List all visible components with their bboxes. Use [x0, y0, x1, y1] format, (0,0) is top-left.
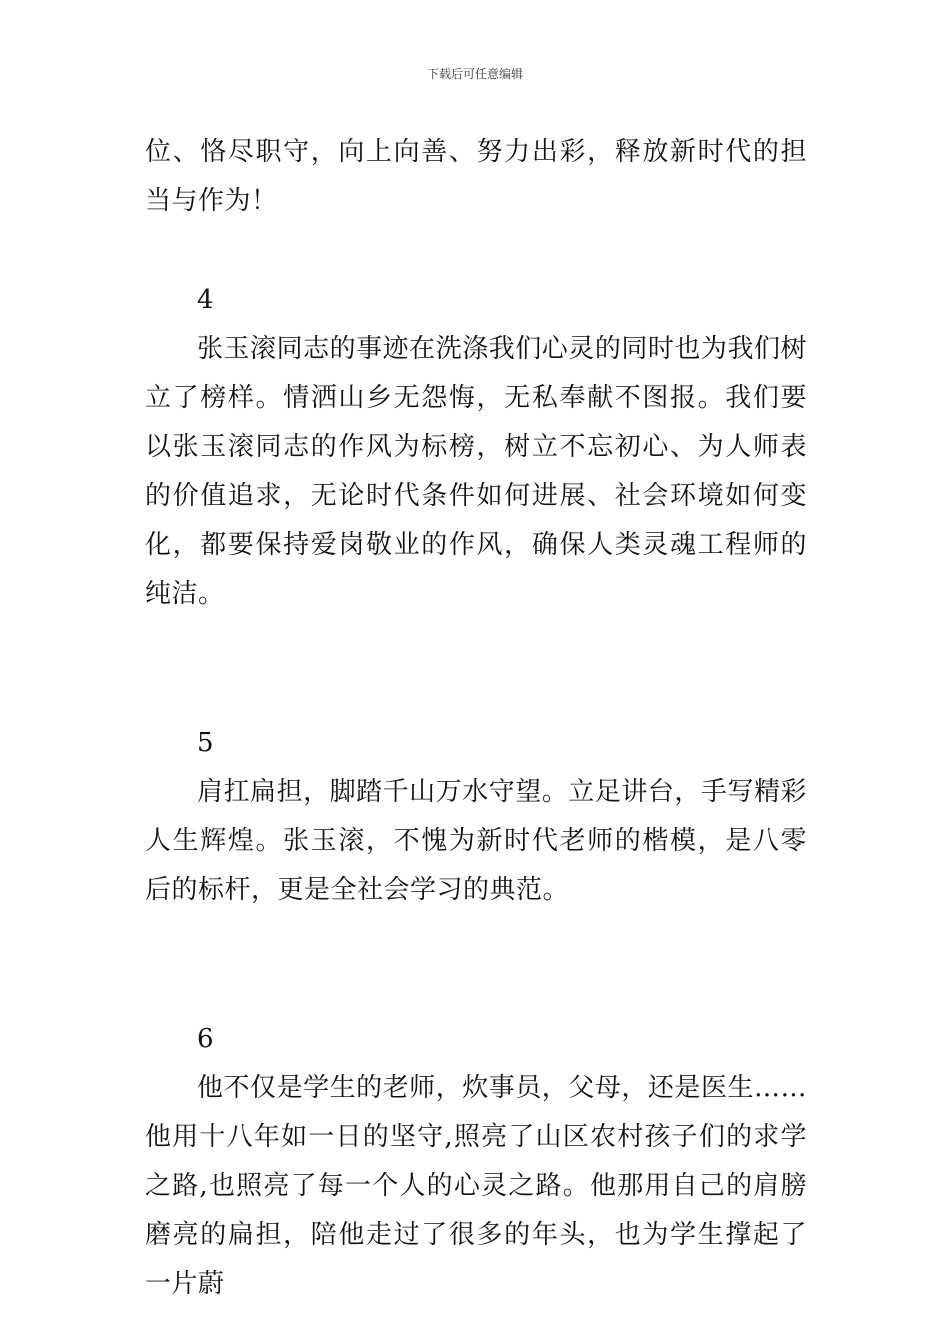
- page-header: 下载后可任意编辑: [426, 67, 523, 81]
- paragraph-continued: 位、恪尽职守，向上向善、努力出彩，释放新时代的担当与作为！: [145, 137, 807, 216]
- section-number-6: 6: [197, 1024, 215, 1054]
- spacer: [145, 619, 807, 719]
- section-number-4: 4: [197, 285, 215, 315]
- paragraph-5: 肩扛扁担，脚踏千山万水守望。立足讲台，手写精彩人生辉煌。张玉滚，不愧为新时代老师的楷模，是八零后的标杆，更是全社会学习的典范。: [145, 777, 807, 905]
- paragraph-4: 张玉滚同志的事迹在洗涤我们心灵的同时也为我们树立了榜样。情洒山乡无怨悔，无私奉献不图报。我们要以张玉滚同志的作风为标榜，树立不忘初心、为人师表的价值追求，无论时代条件如何进展、社会环境如何变化，都要保持爱岗敬业的作风，确保人类灵魂工程师的纯洁。: [145, 334, 807, 609]
- spacer: [145, 226, 807, 276]
- paragraph-6: 他不仅是学生的老师，炊事员，父母，还是医生……他用十八年如一日的坚守,照亮了山区农村孩子们的求学之路,也照亮了每一个人的心灵之路。他那用自己的肩膀磨亮的扁担，陪他走过了很多的年头，也为学生撑起了一片蔚: [145, 1073, 807, 1299]
- spacer: [145, 915, 807, 1015]
- section-number-5: 5: [197, 728, 215, 758]
- document-body: [145, 128, 807, 1309]
